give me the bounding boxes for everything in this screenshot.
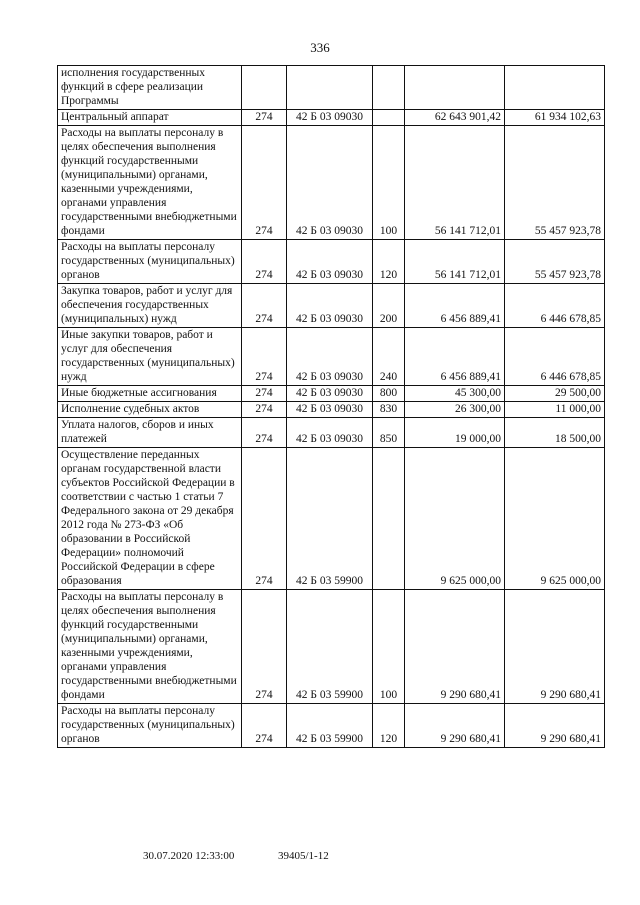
- row-ministry-code: 274: [242, 590, 287, 704]
- table-row: [58, 66, 605, 110]
- row-amount-2022: 55 457 923,78: [505, 126, 605, 240]
- row-amount-2021: 19 000,00: [405, 418, 505, 448]
- row-csr-code: 42 Б 03 09030: [287, 402, 373, 418]
- row-amount-2021: 9 625 000,00: [405, 448, 505, 590]
- budget-table: [57, 65, 605, 748]
- row-ministry-code: 274: [242, 448, 287, 590]
- row-vr-code: 100: [373, 126, 405, 240]
- table-row: [58, 386, 605, 402]
- table-row: [58, 284, 605, 328]
- row-amount-2021: 26 300,00: [405, 402, 505, 418]
- row-vr-code: [373, 66, 405, 110]
- row-amount-2021: 45 300,00: [405, 386, 505, 402]
- row-csr-code: 42 Б 03 09030: [287, 386, 373, 402]
- row-amount-2022: 9 625 000,00: [505, 448, 605, 590]
- row-vr-code: [373, 448, 405, 590]
- row-vr-code: 850: [373, 418, 405, 448]
- row-csr-code: 42 Б 03 09030: [287, 284, 373, 328]
- row-ministry-code: 274: [242, 240, 287, 284]
- row-amount-2021: 9 290 680,41: [405, 590, 505, 704]
- row-name: Расходы на выплаты персоналу государственных (муниципальных) органов: [58, 240, 242, 284]
- row-csr-code: 42 Б 03 59900: [287, 704, 373, 748]
- footer-datetime: 30.07.2020 12:33:00: [143, 850, 235, 862]
- row-ministry-code: 274: [242, 418, 287, 448]
- row-amount-2022: 9 290 680,41: [505, 704, 605, 748]
- row-amount-2021: 6 456 889,41: [405, 284, 505, 328]
- row-amount-2022: [505, 66, 605, 110]
- row-vr-code: [373, 110, 405, 126]
- row-name: Иные бюджетные ассигнования: [58, 386, 242, 402]
- row-vr-code: 830: [373, 402, 405, 418]
- table-row: [58, 590, 605, 704]
- row-name: Уплата налогов, сборов и иных платежей: [58, 418, 242, 448]
- table-row: [58, 110, 605, 126]
- row-ministry-code: 274: [242, 386, 287, 402]
- row-ministry-code: 274: [242, 402, 287, 418]
- row-name: исполнения государственных функций в сфере реализации Программы: [58, 66, 242, 110]
- row-csr-code: 42 Б 03 59900: [287, 590, 373, 704]
- row-ministry-code: 274: [242, 110, 287, 126]
- table-row: [58, 448, 605, 590]
- row-amount-2022: 11 000,00: [505, 402, 605, 418]
- row-ministry-code: [242, 66, 287, 110]
- page-number: 336: [310, 40, 330, 55]
- row-csr-code: [287, 66, 373, 110]
- table-row: [58, 126, 605, 240]
- row-ministry-code: 274: [242, 284, 287, 328]
- row-ministry-code: 274: [242, 328, 287, 386]
- row-csr-code: 42 Б 03 59900: [287, 448, 373, 590]
- row-amount-2022: 61 934 102,63: [505, 110, 605, 126]
- row-name: Закупка товаров, работ и услуг для обеспечения государственных (муниципальных) нужд: [58, 284, 242, 328]
- row-name: Исполнение судебных актов: [58, 402, 242, 418]
- row-csr-code: 42 Б 03 09030: [287, 110, 373, 126]
- row-csr-code: 42 Б 03 09030: [287, 328, 373, 386]
- row-vr-code: 100: [373, 590, 405, 704]
- row-csr-code: 42 Б 03 09030: [287, 418, 373, 448]
- table-row: [58, 240, 605, 284]
- row-amount-2021: 9 290 680,41: [405, 704, 505, 748]
- row-vr-code: 240: [373, 328, 405, 386]
- row-vr-code: 200: [373, 284, 405, 328]
- footer-doc-code: 39405/1-12: [278, 850, 329, 862]
- row-amount-2021: [405, 66, 505, 110]
- row-amount-2021: 6 456 889,41: [405, 328, 505, 386]
- row-name: Расходы на выплаты персоналу государственных (муниципальных) органов: [58, 704, 242, 748]
- row-name: Центральный аппарат: [58, 110, 242, 126]
- row-amount-2021: 56 141 712,01: [405, 126, 505, 240]
- row-amount-2022: 6 446 678,85: [505, 328, 605, 386]
- row-amount-2021: 62 643 901,42: [405, 110, 505, 126]
- row-name: Осуществление переданных органам государственной власти субъектов Российской Федерации в соответствии с частью 1 статьи 7 Федерального закона от 29 декабря 2012 года № 273-ФЗ «Об образовании в Российской Федерации» полномочий Российской Федерации в сфере образования: [58, 448, 242, 590]
- row-ministry-code: 274: [242, 704, 287, 748]
- table-row: [58, 418, 605, 448]
- row-name: Расходы на выплаты персоналу в целях обеспечения выполнения функций государственными (муниципальными) органами, казенными учреждениями, органами управления государственными внебюджетными фондами: [58, 126, 242, 240]
- row-amount-2022: 9 290 680,41: [505, 590, 605, 704]
- table-row: [58, 328, 605, 386]
- row-amount-2022: 55 457 923,78: [505, 240, 605, 284]
- row-name: Иные закупки товаров, работ и услуг для обеспечения государственных (муниципальных) нужд: [58, 328, 242, 386]
- row-name: Расходы на выплаты персоналу в целях обеспечения выполнения функций государственными (муниципальными) органами, казенными учреждениями, органами управления государственными внебюджетными фондами: [58, 590, 242, 704]
- row-vr-code: 120: [373, 240, 405, 284]
- row-amount-2022: 18 500,00: [505, 418, 605, 448]
- row-csr-code: 42 Б 03 09030: [287, 126, 373, 240]
- row-amount-2022: 29 500,00: [505, 386, 605, 402]
- row-csr-code: 42 Б 03 09030: [287, 240, 373, 284]
- row-ministry-code: 274: [242, 126, 287, 240]
- row-vr-code: 800: [373, 386, 405, 402]
- row-vr-code: 120: [373, 704, 405, 748]
- row-amount-2021: 56 141 712,01: [405, 240, 505, 284]
- table-row: [58, 704, 605, 748]
- row-amount-2022: 6 446 678,85: [505, 284, 605, 328]
- table-row: [58, 402, 605, 418]
